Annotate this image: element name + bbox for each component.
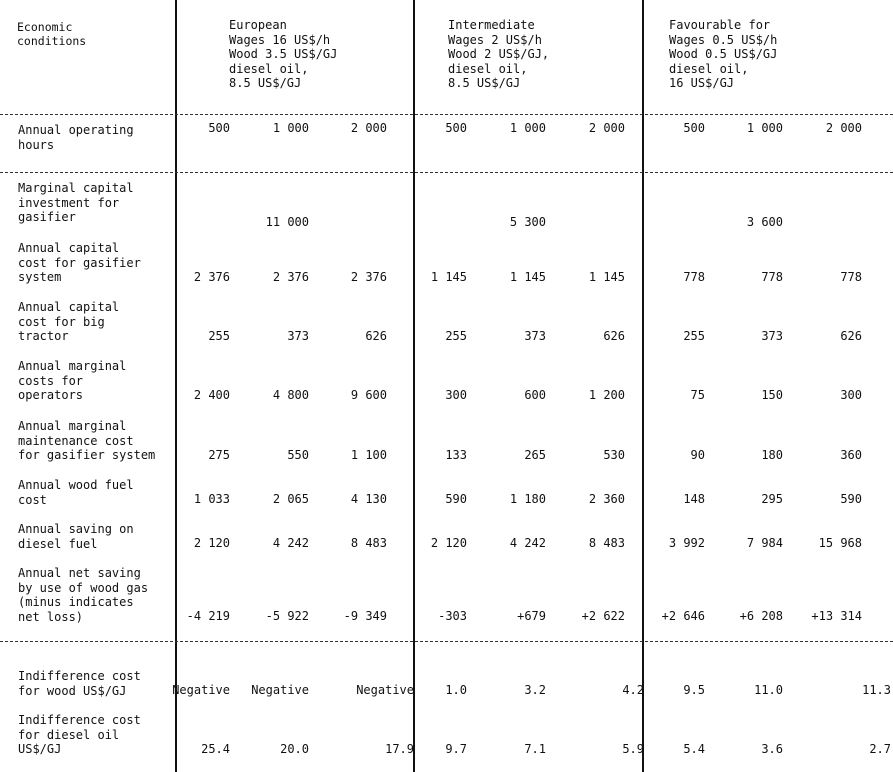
table-cell: +6 208 <box>739 609 783 623</box>
hours-value: 500 <box>208 121 230 135</box>
header-separator <box>0 114 893 115</box>
table-cell: 5 300 <box>509 215 546 229</box>
table-cell: 2 376 <box>350 270 387 284</box>
table-cell: 2 120 <box>430 536 467 550</box>
table-cell: 265 <box>524 448 546 462</box>
hours-value: 2 000 <box>825 121 862 135</box>
table-cell: -9 349 <box>343 609 387 623</box>
header-intermediate: Intermediate Wages 2 US$/h Wood 2 US$/GJ, diesel oil, 8.5 US$/GJ <box>448 18 550 91</box>
table-cell: 4.2 <box>622 683 644 697</box>
table-cell: +2 646 <box>661 609 705 623</box>
hours-value: 1 000 <box>509 121 546 135</box>
table-cell: 3 600 <box>746 215 783 229</box>
table-cell: 255 <box>683 329 705 343</box>
hours-value: 500 <box>683 121 705 135</box>
table-cell: 8 483 <box>588 536 625 550</box>
table-cell: 590 <box>840 492 862 506</box>
row-label: Annual marginal maintenance cost for gasifier system <box>18 419 156 463</box>
row-label: Marginal capital investment for gasifier <box>18 181 134 225</box>
table-cell: 2.7 <box>869 742 891 756</box>
table-cell: 300 <box>445 388 467 402</box>
table-cell: 180 <box>761 448 783 462</box>
row-label: Annual net saving by use of wood gas (minus indicates net loss) <box>18 566 149 624</box>
row-label: Annual capital cost for gasifier system <box>18 241 141 285</box>
table-cell: +679 <box>517 609 546 623</box>
table-cell: 373 <box>761 329 783 343</box>
table-cell: 373 <box>287 329 309 343</box>
table-cell: 1 200 <box>588 388 625 402</box>
table-cell: 90 <box>690 448 705 462</box>
indifference-separator <box>0 641 893 642</box>
table-cell: 8 483 <box>350 536 387 550</box>
table-cell: 590 <box>445 492 467 506</box>
table-cell: 5.4 <box>683 742 705 756</box>
table-cell: 295 <box>761 492 783 506</box>
table-cell: 1.0 <box>445 683 467 697</box>
hours-separator <box>0 172 893 173</box>
table-cell: 1 180 <box>509 492 546 506</box>
header-economic-conditions: Economic conditions <box>17 20 87 48</box>
table-cell: 2 376 <box>193 270 230 284</box>
hours-value: 500 <box>445 121 467 135</box>
table-cell: 2 065 <box>272 492 309 506</box>
row-label: Indifference cost for diesel oil US$/GJ <box>18 713 141 757</box>
row-label: Annual capital cost for big tractor <box>18 300 120 344</box>
table-cell: 2 400 <box>193 388 230 402</box>
table-cell: 7 984 <box>746 536 783 550</box>
table-cell: 15 968 <box>818 536 862 550</box>
table-cell: 17.9 <box>385 742 414 756</box>
table-cell: 2 120 <box>193 536 230 550</box>
table-cell: 4 242 <box>272 536 309 550</box>
table-cell: 20.0 <box>280 742 309 756</box>
table-cell: Negative <box>172 683 230 697</box>
table-cell: 275 <box>208 448 230 462</box>
table-cell: 1 100 <box>350 448 387 462</box>
table-cell: 133 <box>445 448 467 462</box>
table-cell: 150 <box>761 388 783 402</box>
table-cell: 530 <box>603 448 625 462</box>
row-label: Annual wood fuel cost <box>18 478 134 507</box>
table-cell: 300 <box>840 388 862 402</box>
header-favourable: Favourable for Wages 0.5 US$/h Wood 0.5 US$/GJ diesel oil, 16 US$/GJ <box>669 18 778 91</box>
table-cell: 255 <box>208 329 230 343</box>
row-label: Annual saving on diesel fuel <box>18 522 134 551</box>
table-cell: 626 <box>603 329 625 343</box>
header-european: European Wages 16 US$/h Wood 3.5 US$/GJ diesel oil, 8.5 US$/GJ <box>229 18 338 91</box>
table-cell: 255 <box>445 329 467 343</box>
table-cell: 4 242 <box>509 536 546 550</box>
table-cell: 1 033 <box>193 492 230 506</box>
row-label-operating-hours: Annual operating hours <box>18 123 134 152</box>
table-cell: 2 376 <box>272 270 309 284</box>
table-cell: -5 922 <box>265 609 309 623</box>
table-cell: 75 <box>690 388 705 402</box>
table-cell: 600 <box>524 388 546 402</box>
table-cell: 1 145 <box>509 270 546 284</box>
table-cell: 3 992 <box>668 536 705 550</box>
table-cell: 3.6 <box>761 742 783 756</box>
hours-value: 2 000 <box>588 121 625 135</box>
table-cell: 778 <box>761 270 783 284</box>
table-cell: 11 000 <box>265 215 309 229</box>
table-cell: 550 <box>287 448 309 462</box>
table-cell: 25.4 <box>201 742 230 756</box>
table-cell: 778 <box>683 270 705 284</box>
row-label: Indifference cost for wood US$/GJ <box>18 669 141 698</box>
table-cell: 9 600 <box>350 388 387 402</box>
table-cell: 4 130 <box>350 492 387 506</box>
table-cell: 148 <box>683 492 705 506</box>
table-cell: Negative <box>356 683 414 697</box>
table-cell: +2 622 <box>581 609 625 623</box>
table-cell: -303 <box>438 609 467 623</box>
table-cell: 626 <box>840 329 862 343</box>
table-cell: +13 314 <box>811 609 862 623</box>
table-cell: -4 219 <box>186 609 230 623</box>
hours-value: 1 000 <box>746 121 783 135</box>
table-cell: 1 145 <box>588 270 625 284</box>
table-cell: 9.7 <box>445 742 467 756</box>
hours-value: 1 000 <box>272 121 309 135</box>
table-cell: 778 <box>840 270 862 284</box>
table-cell: 3.2 <box>524 683 546 697</box>
table-cell: 1 145 <box>430 270 467 284</box>
table-cell: 360 <box>840 448 862 462</box>
hours-value: 2 000 <box>350 121 387 135</box>
table-cell: 626 <box>365 329 387 343</box>
table-cell: Negative <box>251 683 309 697</box>
table-cell: 7.1 <box>524 742 546 756</box>
table-cell: 373 <box>524 329 546 343</box>
column-divider-3 <box>642 0 644 772</box>
table-cell: 2 360 <box>588 492 625 506</box>
row-label: Annual marginal costs for operators <box>18 359 127 403</box>
column-divider-2 <box>413 0 415 772</box>
table-cell: 11.3 <box>862 683 891 697</box>
table-cell: 9.5 <box>683 683 705 697</box>
column-divider-1 <box>175 0 177 772</box>
table-cell: 5.9 <box>622 742 644 756</box>
table-cell: 4 800 <box>272 388 309 402</box>
table-cell: 11.0 <box>754 683 783 697</box>
